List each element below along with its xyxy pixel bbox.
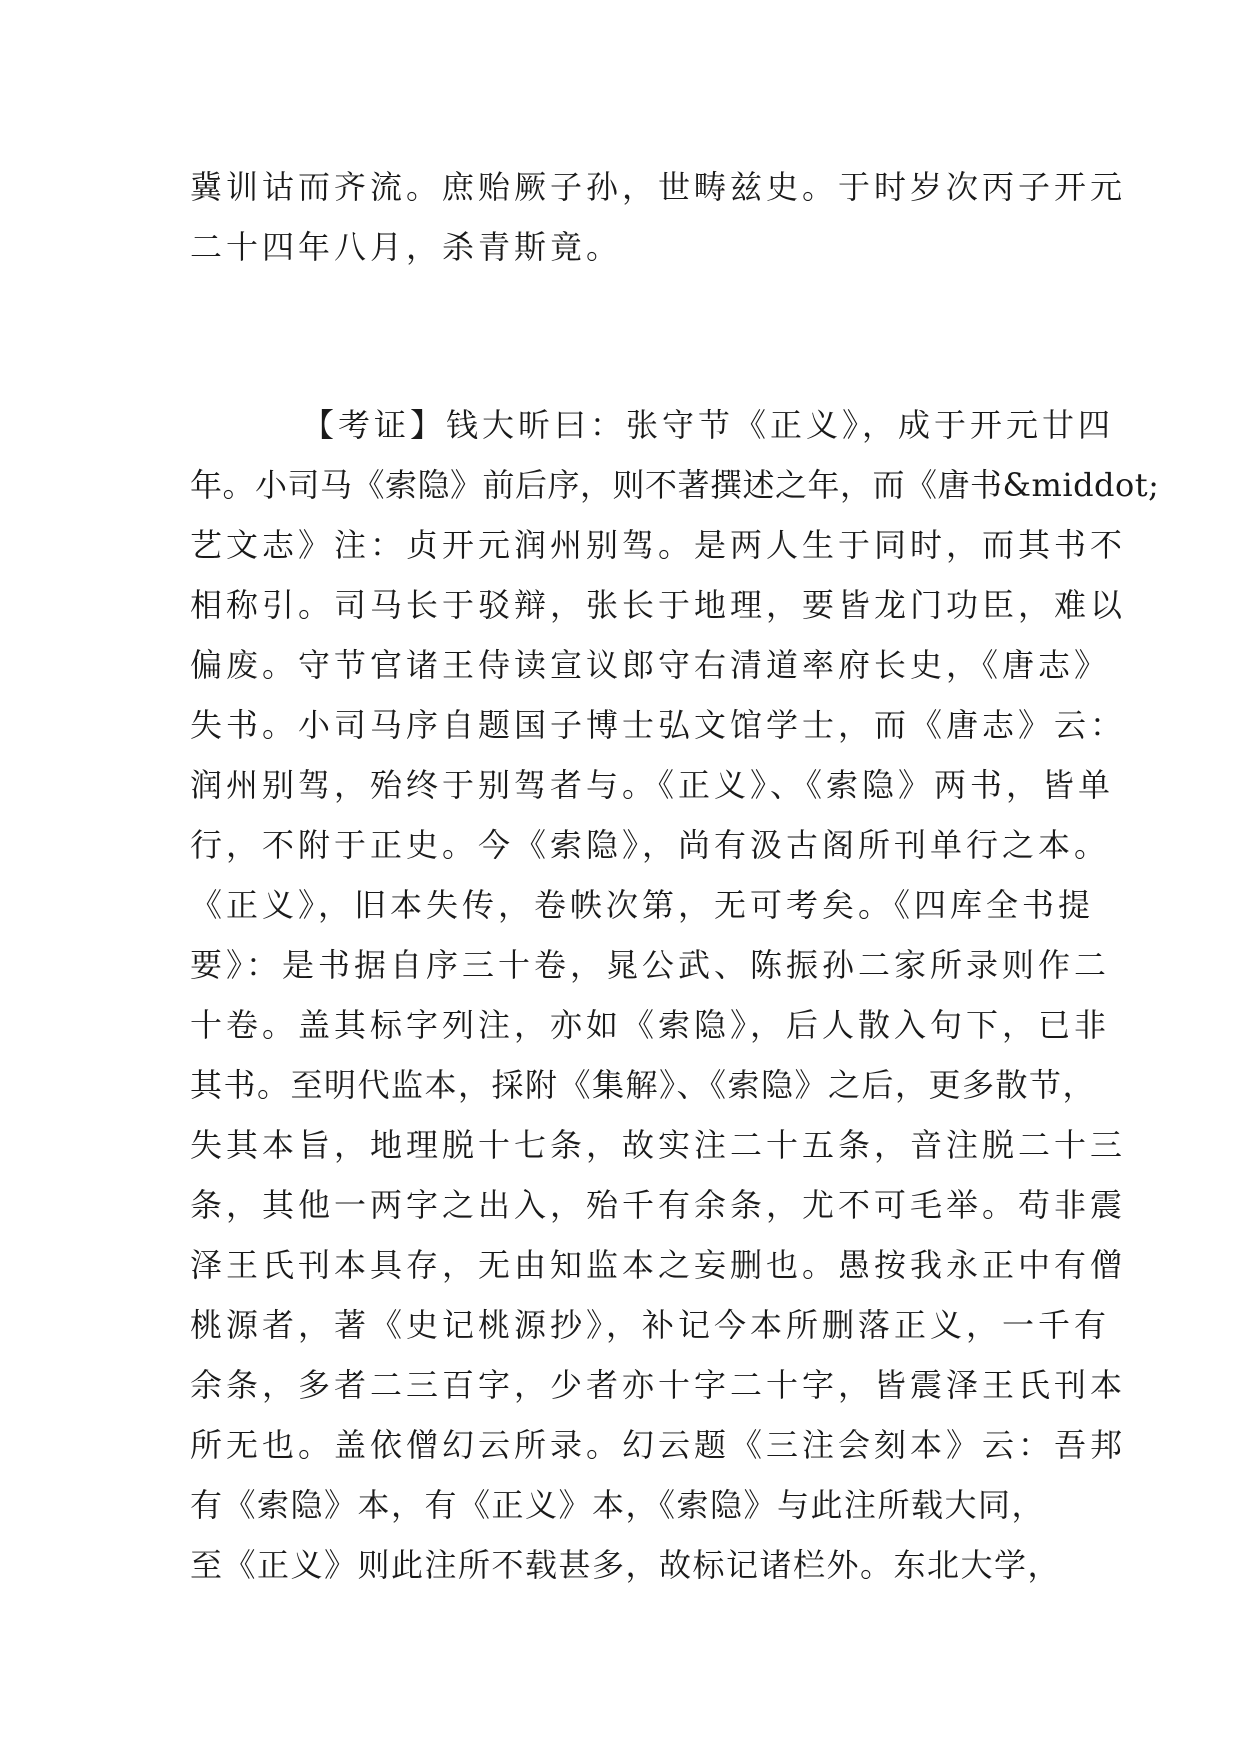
text-line: 要》：是书据自序三十卷，晁公武、陈振孙二家所录则作二 xyxy=(190,946,1111,984)
text-line: 余条，多者二三百字，少者亦十字二十字，皆震泽王氏刊本 xyxy=(190,1366,1127,1404)
kaozheng-paragraph xyxy=(190,395,1160,1595)
text-line: 年。小司马《索隐》前后序，则不著撰述之年，而《唐书&middot; xyxy=(190,466,1160,504)
text-line-first: 【考证】钱大昕曰：张守节《正义》，成于开元廿四 xyxy=(302,406,1115,444)
text-line: 条，其他一两字之出入，殆千有余条，尤不可毛举。苟非震 xyxy=(190,1186,1127,1224)
text-line: 润州别驾，殆终于别驾者与。《正义》、《索隐》两书，皆单 xyxy=(190,766,1115,804)
text-line: 有《索隐》本，有《正义》本，《索隐》与此注所载大同， xyxy=(190,1486,1046,1524)
text-line: 二十四年八月，杀青斯竟。 xyxy=(190,228,623,266)
text-line: 行，不附于正史。今《索隐》，尚有汲古阁所刊单行之本。 xyxy=(190,826,1111,864)
text-line: 十卷。盖其标字列注，亦如《索隐》，后人散入句下，已非 xyxy=(190,1006,1111,1044)
text-line: 失书。小司马序自题国子博士弘文馆学士，而《唐志》云： xyxy=(190,706,1127,744)
text-line: 偏废。守节官诸王侍读宣议郎守右清道率府长史，《唐志》 xyxy=(190,646,1111,684)
text-line: 所无也。盖依僧幻云所录。幻云题《三注会刻本》云：吾邦 xyxy=(190,1426,1127,1464)
text-line: 冀训诂而齐流。庶贻厥子孙，世畴兹史。于时岁次丙子开元 xyxy=(190,168,1127,206)
text-line: 失其本旨，地理脱十七条，故实注二十五条，音注脱二十三 xyxy=(190,1126,1127,1164)
text-line: 桃源者，著《史记桃源抄》，补记今本所删落正义，一千有 xyxy=(190,1306,1111,1344)
text-line: 其书。至明代监本，採附《集解》、《索隐》之后，更多散节， xyxy=(190,1066,1097,1104)
text-line: 泽王氏刊本具存，无由知监本之妄删也。愚按我永正中有僧 xyxy=(190,1246,1127,1284)
text-line: 《正义》，旧本失传，卷帙次第，无可考矣。《四库全书提 xyxy=(190,886,1095,924)
text-line: 艺文志》注：贞开元润州别驾。是两人生于同时，而其书不 xyxy=(190,526,1127,564)
closing-paragraph xyxy=(190,157,1127,277)
text-line: 至《正义》则此注所不载甚多，故标记诸栏外。东北大学， xyxy=(190,1546,1062,1584)
text-line: 相称引。司马长于驳辩，张长于地理，要皆龙门功臣，难以 xyxy=(190,586,1127,624)
